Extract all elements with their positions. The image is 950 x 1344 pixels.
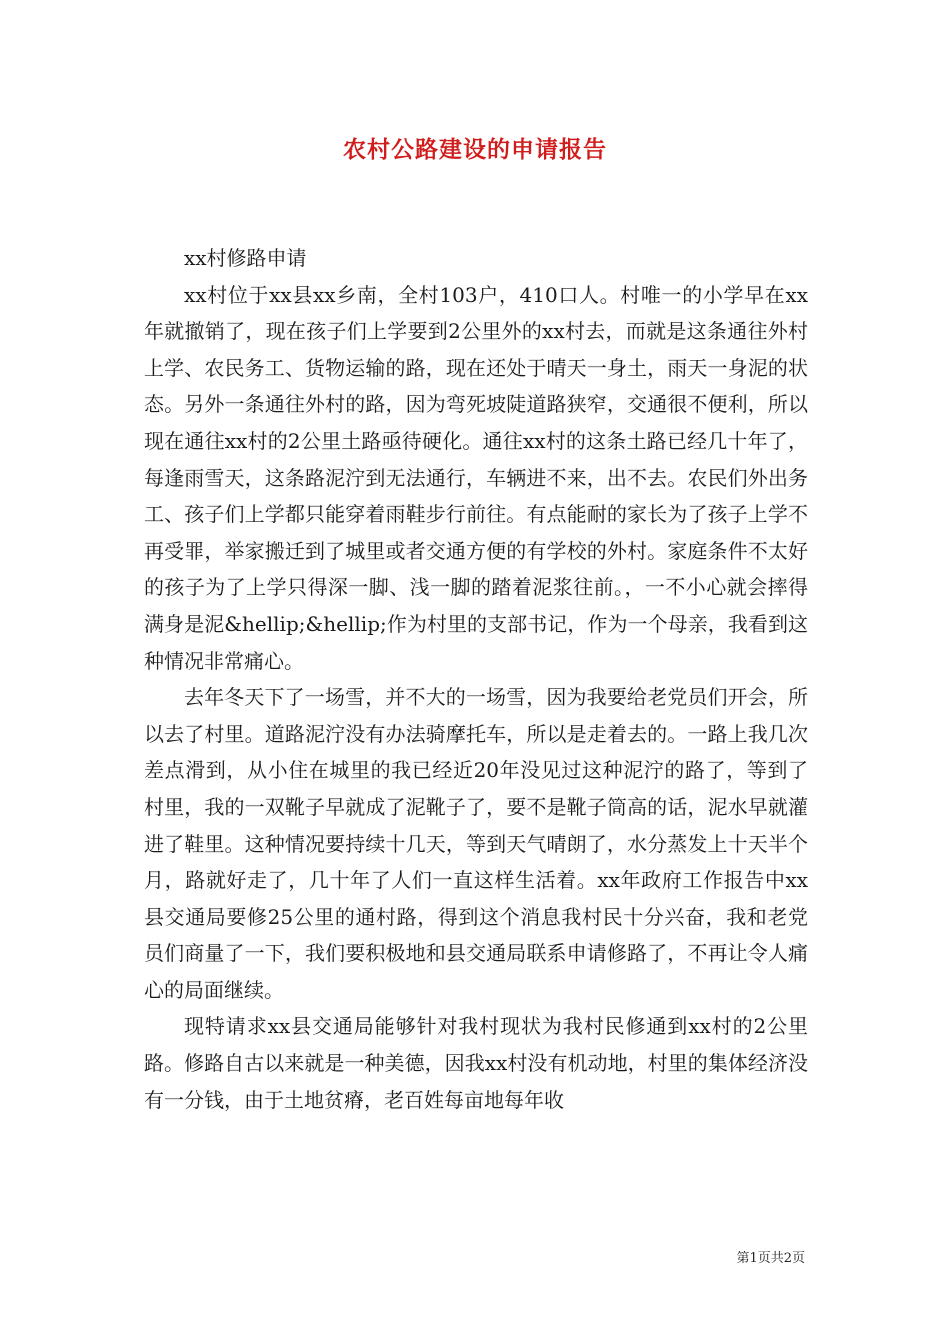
paragraph-1: xx村位于xx县xx乡南，全村103户，410口人。村唯一的小学早在xx年就撤销了，现在孩子们上学要到2公里外的xx村去，而就是这条通往外村上学、农民务工、货物运输的路，现在还处于晴天一身土，雨天一身泥的状态。另外一条通往外村的路，因为弯死坡陡道路狭窄，交通很不便利，所以现在通往xx村的2公里土路亟待硬化。通往xx村的这条土路已经几十年了，每逢雨雪天，这条路泥泞到无法通行，车辆进不来，出不去。农民们外出务工、孩子们上学都只能穿着雨鞋步行前往。有点能耐的家长为了孩子上学不再受罪，举家搬迁到了城里或者交通方便的有学校的外村。家庭条件不太好的孩子为了上学只得深一脚、浅一脚的踏着泥浆往前。，一不小心就会摔得满身是泥&hellip;&hellip;作为村里的支部书记，作为一个母亲，我看到这种情况非常痛心。 bbox=[144, 282, 808, 673]
page-indicator: 第1页共2页 bbox=[736, 1251, 805, 1266]
document-subheading: xx村修路申请 bbox=[184, 246, 307, 270]
paragraph-2: 去年冬天下了一场雪，并不大的一场雪，因为我要给老党员们开会，所以去了村里。道路泥泞没有办法骑摩托车，所以是走着去的。一路上我几次差点滑到，从小住在城里的我已经近20年没见过这种泥泞的路了，等到了村里，我的一双靴子早就成了泥靴子了，要不是靴子筒高的话，泥水早就灌进了鞋里。这种情况要持续十几天，等到天气晴朗了，水分蒸发上十天半个月，路就好走了，几十年了人们一直这样生活着。xx年政府工作报告中xx县交通局要修25公里的通村路，得到这个消息我村民十分兴奋，我和老党员们商量了一下，我们要积极地和县交通局联系申请修路了，不再让令人痛心的局面继续。 bbox=[144, 685, 808, 1002]
document-title: 农村公路建设的申请报告 bbox=[343, 136, 607, 163]
document-body bbox=[144, 240, 808, 1118]
paragraph-3: 现特请求xx县交通局能够针对我村现状为我村民修通到xx村的2公里路。修路自古以来就是一种美德，因我xx村没有机动地，村里的集体经济没有一分钱，由于土地贫瘠，老百姓每亩地每年收 bbox=[144, 1014, 808, 1112]
